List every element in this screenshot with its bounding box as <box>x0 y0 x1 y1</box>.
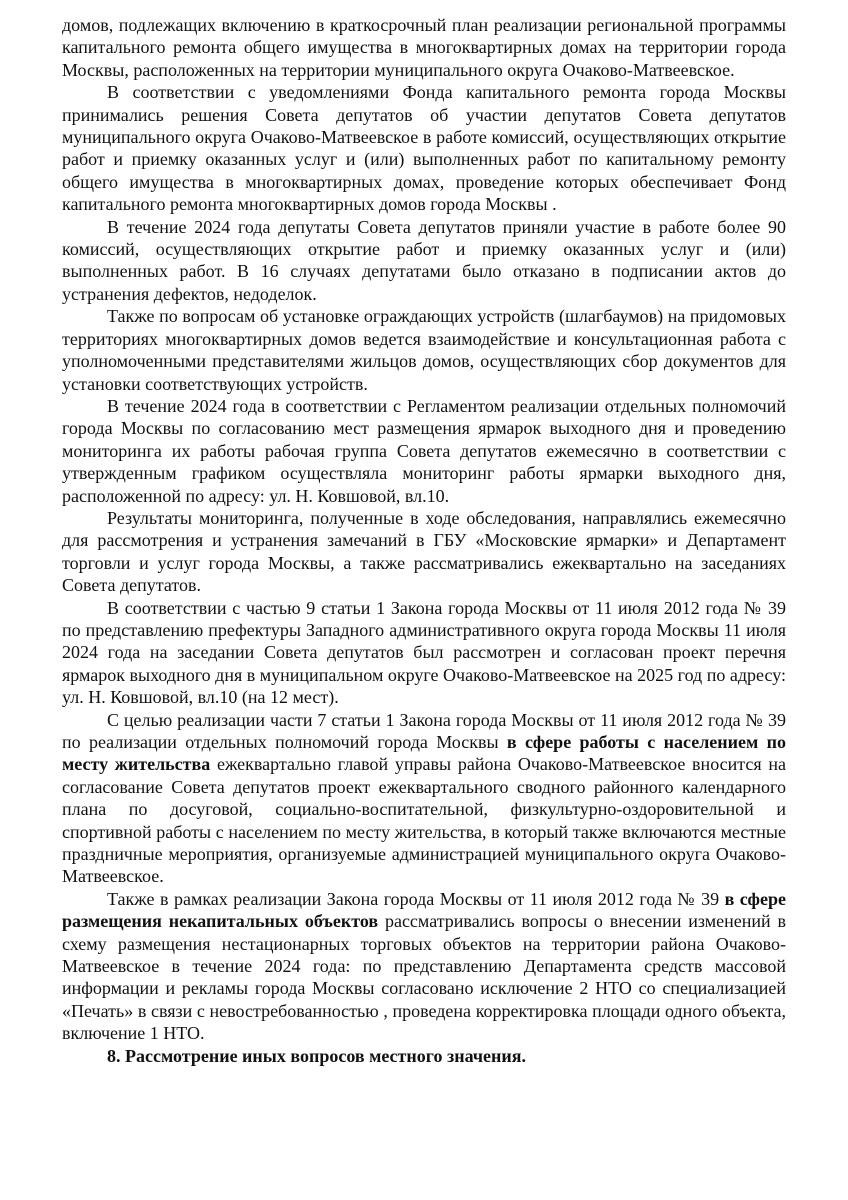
paragraph-non-capital-objects-bold: в сфере размещения некапитальных объектов <box>62 888 786 932</box>
paragraph-capital-repair-commissions: В соответствии с уведомлениями Фонда капитального ремонта города Москвы принимались решения Совета депутатов об участии депутатов Совета депутатов муниципального округа Очаково-Матвеевское в работе комиссий, осуществляющих открытие работ и приемку оказанных услуг и (или) выполненных работ по капитальному ремонту общего имущества в многоквартирных домах, проведение которых обеспечивает Фонд капитального ремонта многоквартирных домов города Москвы . <box>62 82 786 215</box>
paragraph-fair-list-approval: В соответствии с частью 9 статьи 1 Закона города Москвы от 11 июля 2012 года № 39 по представлению префектуры Западного административного округа города Москвы 11 июля 2024 года на заседании Совета депутатов был рассмотрен и согласован проект перечня ярмарок выходного дня в муниципальном округе Очаково-Матвеевское на 2025 год по адресу: ул. Н. Ковшовой, вл.10 (на 12 мест). <box>62 597 786 708</box>
paragraph-barriers: Также по вопросам об установке ограждающих устройств (шлагбаумов) на придомовых территориях многоквартирных домов ведется взаимодействие и консультационная работа с уполномоченными представителями жильцов домов, осуществляющих сбор документов для установки соответствующих устройств. <box>62 306 786 394</box>
paragraph-residence-work-bold: в сфере работы с населением по месту жительства <box>62 732 786 775</box>
paragraph-residence-work-pre: С целью реализации части 7 статьи 1 Закона города Москвы от 11 июля 2012 года № 39 по реализации отдельных полномочий города Москвы <box>62 709 786 752</box>
section-heading: 8. Рассмотрение иных вопросов местного значения. <box>107 1045 526 1066</box>
paragraph-monitoring-results: Результаты мониторинга, полученные в ходе обследования, направлялись ежемесячно для рассмотрения и устранения замечаний в ГБУ «Московские ярмарки» и Департамент торговли и услуг города Москвы, а также рассматривались ежеквартально на заседаниях Совета депутатов. <box>62 507 786 596</box>
paragraph-commission-participation: В течение 2024 года депутаты Совета депутатов приняли участие в работе более 90 комиссий, осуществляющих открытие работ и приемку оказанных услуг и (или) выполненных работ. В 16 случаях депутатами было отказано в подписании актов до устранения дефектов, недоделок. <box>62 216 786 304</box>
paragraph-continuation: домов, подлежащих включению в краткосрочный план реализации региональной программы капитального ремонта общего имущества в многоквартирных домах на территории города Москвы, расположенных на территории муниципального округа Очаково-Матвеевское. <box>62 15 786 80</box>
paragraph-residence-work-post: ежеквартально главой управы района Очаково-Матвеевское вносится на согласование Совета депутатов проект ежеквартального сводного районного календарного плана по досуговой, социально-воспитательной, физкультурно-оздоровительной и спортивной работы с населением по месту жительства, в который также включаются местные праздничные мероприятия, организуемые администрацией муниципального округа Очаково-Матвеевское. <box>62 754 786 887</box>
paragraph-non-capital-objects-pre: Также в рамках реализации Закона города Москвы от 11 июля 2012 года № 39 <box>107 888 725 909</box>
paragraph-non-capital-objects <box>62 888 786 1045</box>
paragraph-non-capital-objects-post: рассматривались вопросы о внесении изменений в схему размещения нестационарных торговых объектов на территории района Очаково-Матвеевское в течение 2024 года: по представлению Департамента средств массовой информации и рекламы города Москвы согласовано исключение 2 НТО со специализацией «Печать» в связи с невостребованностью , проведена корректировка площади одного объекта, включение 1 НТО. <box>62 911 786 1044</box>
paragraph-residence-work <box>62 709 786 888</box>
paragraph-weekend-fair-monitoring: В течение 2024 года в соответствии с Регламентом реализации отдельных полномочий города Москвы по согласованию мест размещения ярмарок выходного дня и проведению мониторинга их работы рабочая группа Совета депутатов ежемесячно в соответствии с утвержденным графиком осуществляла мониторинг работы ярмарки выходного дня, расположенной по адресу: ул. Н. Ковшовой, вл.10. <box>62 395 786 506</box>
